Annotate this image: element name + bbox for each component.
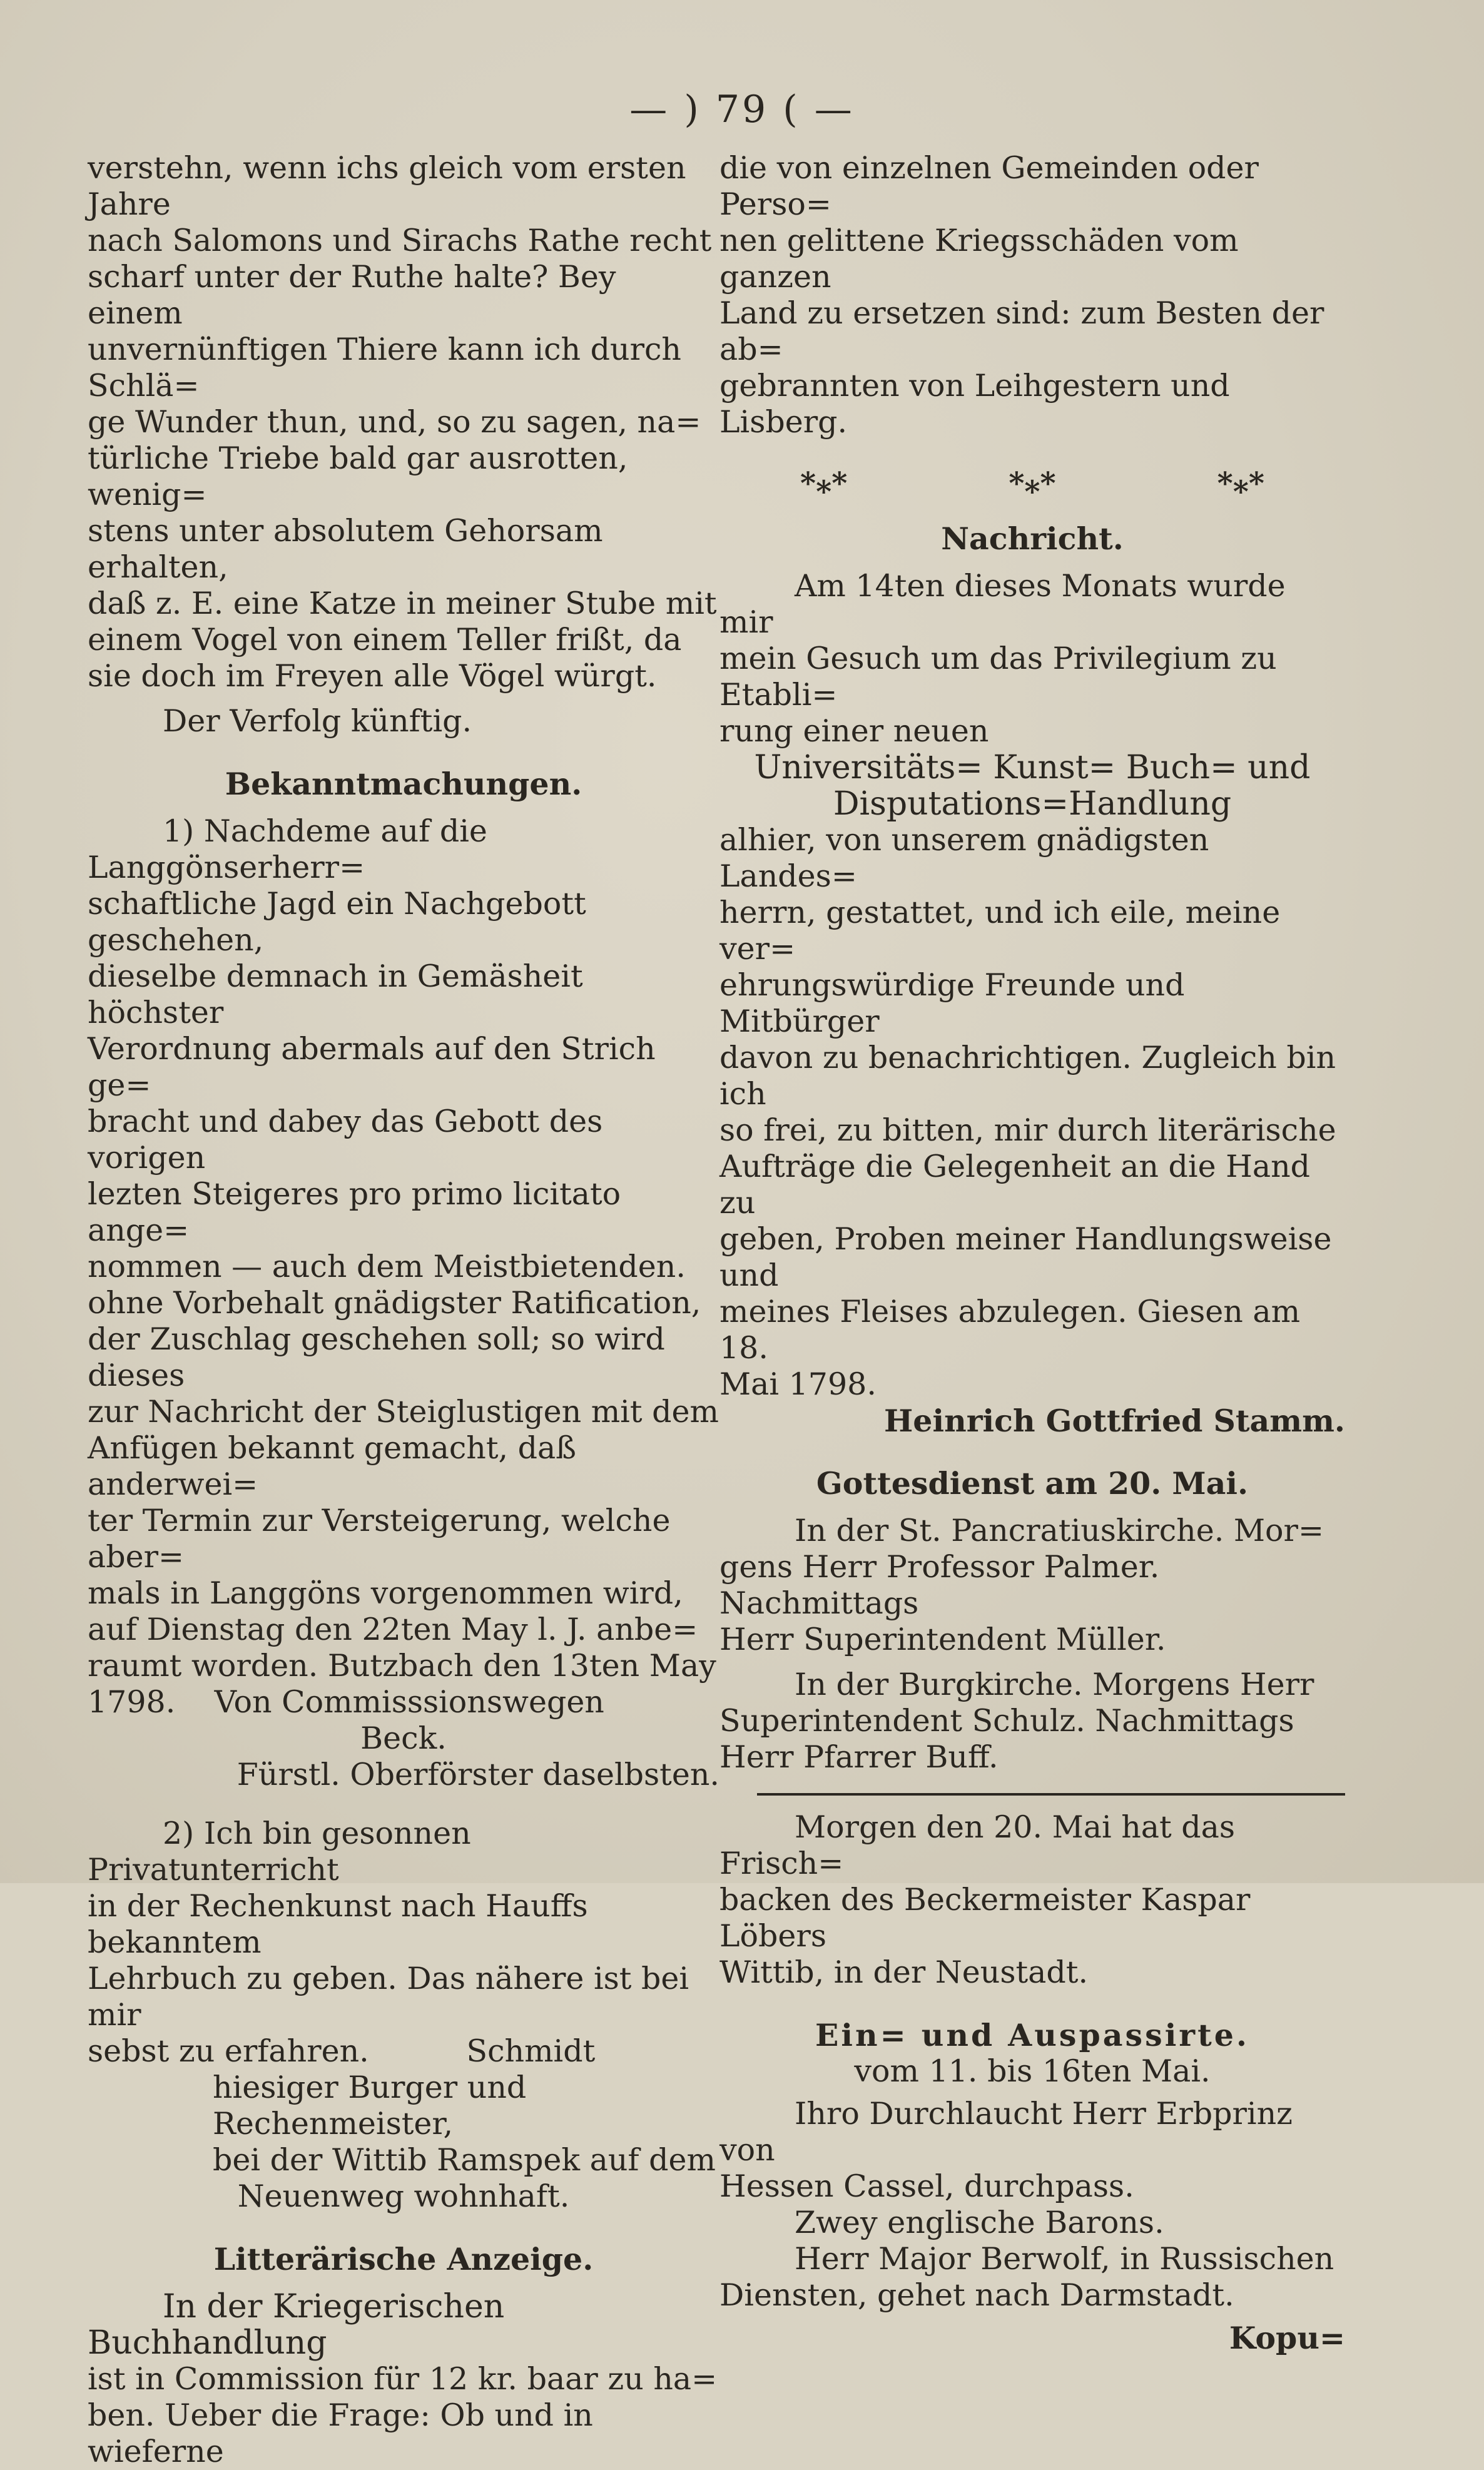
text-line: unvernünftigen Thiere kann ich durch Schlä= — [88, 332, 681, 404]
text-line: sebst zu erfahren. Schmidt — [88, 2033, 596, 2069]
service-heading: Gottesdienst am 20. Mai. — [816, 1465, 1249, 1502]
text-line: der Zuschlag geschehen soll; so wird dieses — [88, 1321, 665, 1393]
signature-line: Neuenweg wohnhaft. — [237, 2178, 570, 2214]
text-line: Herr Major Berwolf, in Russischen — [795, 2241, 1334, 2277]
text-line: Lehrbuch zu geben. Das nähere ist bei mir — [88, 1961, 689, 2033]
asterism: *⁎* — [1009, 466, 1056, 501]
text-line: gebrannten von Leihgestern und Lisberg. — [719, 368, 1230, 440]
asterism: *⁎* — [1217, 466, 1264, 501]
text-line: alhier, von unserem gnädigsten Landes= — [719, 822, 1209, 894]
announcement-1 — [88, 813, 719, 1793]
travelers-list — [719, 2096, 1345, 2314]
text-line: Anfügen bekannt gemacht, daß anderwei= — [88, 1430, 576, 1502]
signature-line: hiesiger Burger und Rechenmeister, — [213, 2070, 527, 2142]
text-line: daß z. E. eine Katze in meiner Stube mit — [88, 586, 717, 621]
text-line: verstehn, wenn ichs gleich vom ersten Jahre — [88, 150, 686, 222]
signature-line: bei der Wittib Ramspek auf dem — [213, 2142, 716, 2178]
text-line: Herr Pfarrer Buff. — [719, 1739, 999, 1775]
text-line: 1) Nachdeme auf die Langgönserherr= — [88, 813, 487, 885]
text-line: nach Salomons und Sirachs Rathe recht — [88, 223, 712, 258]
text-line: ter Termin zur Versteigerung, welche aber= — [88, 1503, 671, 1575]
travelers-subheading: vom 11. bis 16ten Mai. — [854, 2053, 1211, 2089]
text-line: davon zu benachrichtigen. Zugleich bin ich — [719, 1040, 1336, 1112]
text-line: backen des Beckermeister Kaspar Löbers — [719, 1882, 1251, 1954]
text-line: Universitäts= Kunst= Buch= und — [754, 749, 1311, 786]
text-line: ist in Commission für 12 kr. baar zu ha= — [88, 2361, 718, 2397]
signature-name: Heinrich Gottfried Stamm. — [884, 1403, 1345, 1439]
service-schedule — [719, 1513, 1345, 1776]
right-column — [719, 150, 1345, 2356]
text-line: rung einer neuen — [719, 713, 989, 749]
asterism: *⁎* — [800, 466, 848, 501]
text-line: nen gelittene Kriegsschäden vom ganzen — [719, 223, 1239, 295]
continued-note: Der Verfolg künftig. — [163, 703, 472, 739]
text-line: scharf unter der Ruthe halte? Bey einem — [88, 259, 616, 331]
text-line: ben. Ueber die Frage: Ob und in wieferne — [88, 2397, 593, 2469]
asterism-divider — [719, 465, 1345, 502]
left-column — [88, 150, 719, 2470]
text-line: Mai 1798. — [719, 1366, 877, 1402]
text-line: zur Nachricht der Steiglustigen mit dem — [88, 1394, 719, 1430]
text-line: geben, Proben meiner Handlungsweise und — [719, 1221, 1332, 1293]
text-line: Morgen den 20. Mai hat das Frisch= — [719, 1809, 1235, 1881]
text-line: stens unter absolutem Gehorsam erhalten, — [88, 513, 603, 585]
text-line: bracht und dabey das Gebott des vorigen — [88, 1104, 603, 1176]
text-line: In der St. Pancratiuskirche. Mor= — [795, 1513, 1324, 1548]
text-line: In der Burgkirche. Morgens Herr — [795, 1667, 1314, 1702]
text-line: sie doch im Freyen alle Vögel würgt. — [88, 658, 657, 694]
literary-heading: Litterärische Anzeige. — [213, 2241, 594, 2277]
text-line: in der Rechenkunst nach Hauffs bekanntem — [88, 1888, 588, 1960]
text-line: In der Kriegerischen Buchhandlung — [88, 2288, 505, 2362]
text-line: so frei, zu bitten, mir durch literärische — [719, 1112, 1336, 1148]
text-line: Zwey englische Barons. — [795, 2205, 1164, 2240]
text-line: Ihro Durchlaucht Herr Erbprinz von — [719, 2096, 1293, 2168]
nachricht-notice — [719, 568, 1345, 1439]
text-line: türliche Triebe bald gar ausrotten, wenig= — [88, 440, 628, 512]
text-line: einem Vogel von einem Teller frißt, da — [88, 622, 682, 658]
text-line: auf Dienstag den 22ten May l. J. anbe= — [88, 1612, 698, 1647]
text-line: Land zu ersetzen sind: zum Besten der ab= — [719, 295, 1324, 367]
text-line: Herr Superintendent Müller. — [719, 1622, 1166, 1657]
text-line: Diensten, gehet nach Darmstadt. — [719, 2277, 1234, 2313]
baking-notice — [719, 1809, 1345, 1991]
text-line: ohne Vorbehalt gnädigster Ratification, — [88, 1285, 701, 1321]
travelers-heading: Ein= und Auspassirte. — [815, 2017, 1249, 2053]
text-line: Aufträge die Gelegenheit an die Hand zu — [719, 1149, 1311, 1221]
text-line: herrn, gestattet, und ich eile, meine ver= — [719, 895, 1281, 967]
announcements-heading: Bekanntmachungen. — [225, 766, 582, 802]
text-line: 1798. Von Commisssionswegen — [88, 1684, 604, 1720]
text-line: nommen — auch dem Meistbietenden. — [88, 1249, 686, 1284]
text-line: meines Fleises abzulegen. Giesen am 18. — [719, 1294, 1301, 1366]
text-line: lezten Steigeres pro primo licitato ange= — [88, 1176, 621, 1248]
page-number: — ) 79 ( — — [629, 88, 855, 131]
text-line: schaftliche Jagd ein Nachgebott geschehen, — [88, 886, 586, 958]
text-line: die von einzelnen Gemeinden oder Perso= — [719, 150, 1259, 222]
text-line: Am 14ten dieses Monats wurde mir — [719, 568, 1286, 640]
text-line: ehrungswürdige Freunde und Mitbürger — [719, 967, 1185, 1039]
text-line: ge Wunder thun, und, so zu sagen, na= — [88, 404, 701, 440]
text-line: Hessen Cassel, durchpass. — [719, 2168, 1134, 2204]
text-line: 2) Ich bin gesonnen Privatunterricht — [88, 1816, 471, 1888]
text-line: Disputations=Handlung — [833, 785, 1232, 823]
signature-name: Beck. — [360, 1720, 447, 1756]
text-line: dieselbe demnach in Gemäsheit höchster — [88, 958, 583, 1030]
section-rule — [757, 1793, 1345, 1796]
article-continuation — [88, 150, 719, 694]
text-line: gens Herr Professor Palmer. Nachmittags — [719, 1549, 1160, 1621]
text-line: mals in Langgöns vorgenommen wird, — [88, 1575, 683, 1611]
announcement-2 — [88, 1816, 719, 2215]
text-line: Verordnung abermals auf den Strich ge= — [88, 1031, 656, 1103]
signature-title: Fürstl. Oberförster daselbsten. — [236, 1757, 719, 1792]
article-end — [719, 150, 1345, 440]
literary-notice — [88, 2289, 719, 2470]
text-line: Superintendent Schulz. Nachmittags — [719, 1703, 1294, 1739]
text-line: Wittib, in der Neustadt. — [719, 1954, 1089, 1990]
nachricht-heading: Nachricht. — [941, 521, 1124, 557]
catchword: Kopu= — [1229, 2320, 1345, 2356]
text-line: mein Gesuch um das Privilegium zu Etabli= — [719, 641, 1277, 713]
text-line: raumt worden. Butzbach den 13ten May — [88, 1648, 716, 1684]
